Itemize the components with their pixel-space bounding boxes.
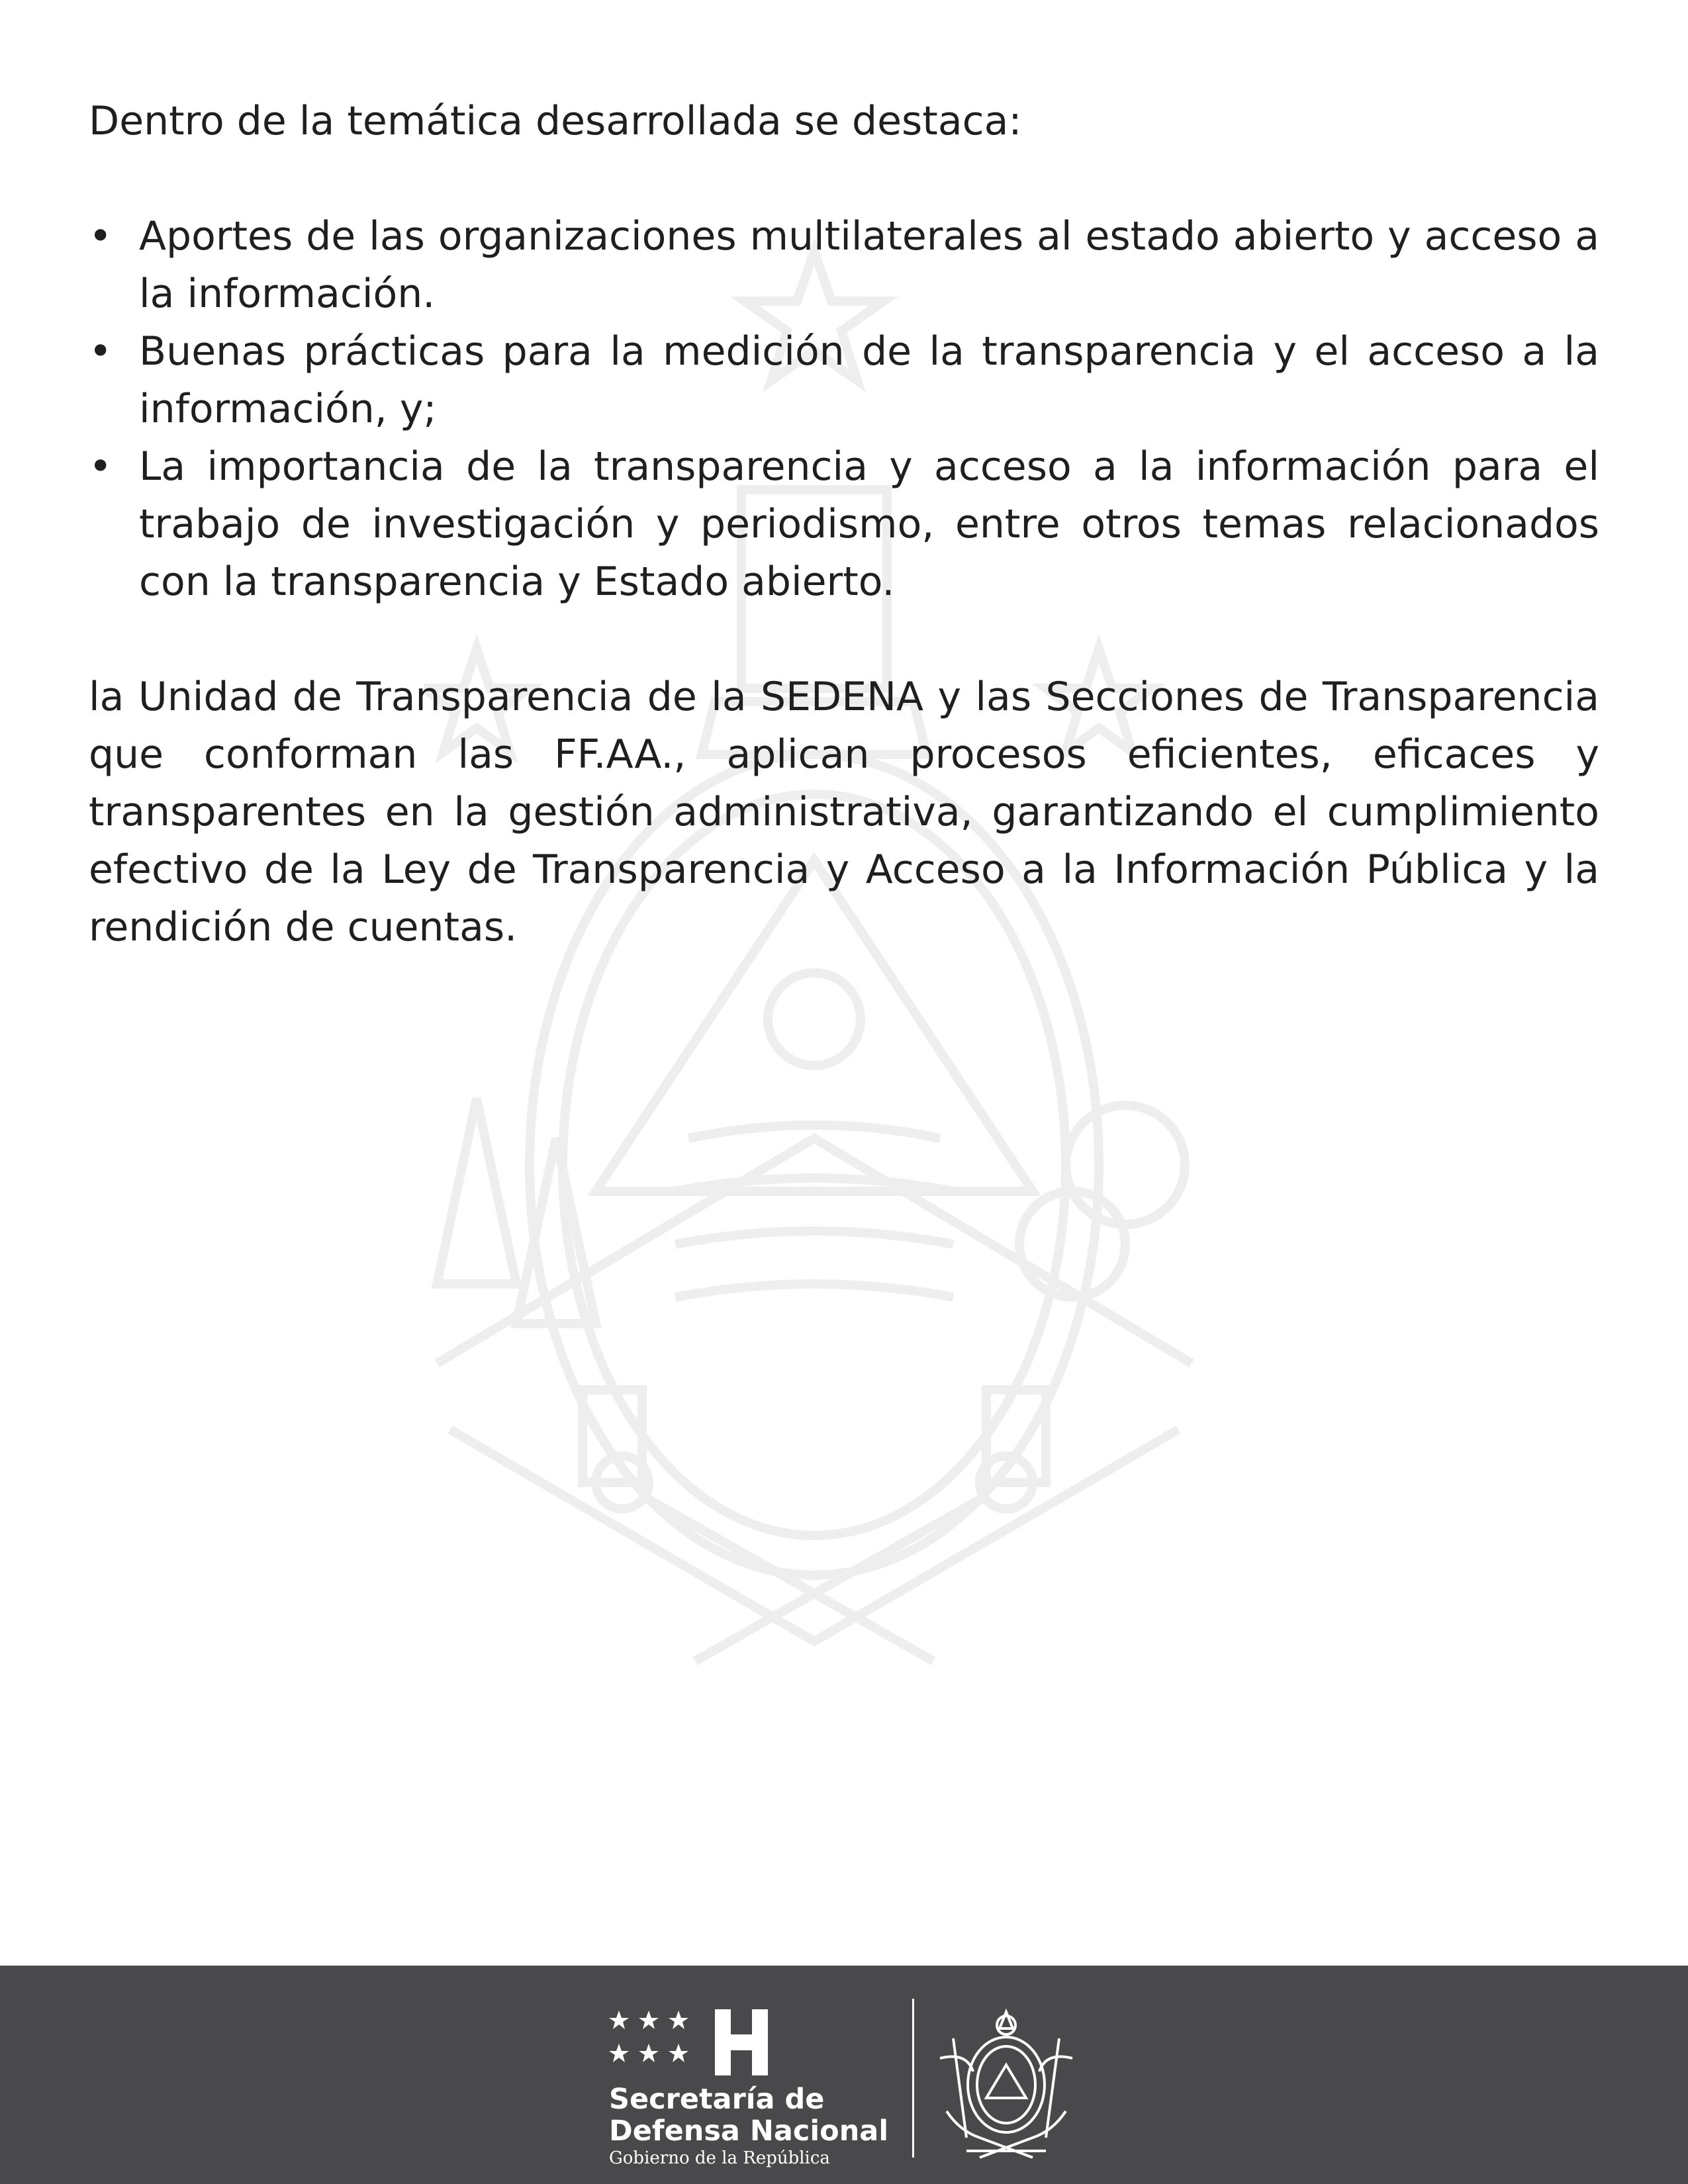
brand-name-line2: Defensa Nacional [609,2115,889,2148]
document-body [89,93,1599,956]
closing-paragraph: la Unidad de Transparencia de la SEDENA y las Secciones de Transparencia que conforman las FF.AA., aplican procesos eficientes, eficaces y transparentes en la gestión administrativa, garantizando el cumplimiento efectivo de la Ley de Transparencia y Acceso a la Información Pública y la rendición de cuentas. [89,674,1599,950]
list-item-text: Aportes de las organizaciones multilaterales al estado abierto y acceso a la información. [139,213,1599,317]
intro-paragraph: Dentro de la temática desarrollada se destaca: [89,98,1022,144]
brand-name-line1: Secretaría de [609,2083,825,2116]
bullet-icon: • [89,213,113,259]
bullet-icon: • [89,443,113,490]
footer-bar [0,1966,1688,2184]
topics-list [89,208,1599,611]
list-item [89,438,1599,611]
footer-divider [912,1999,914,2158]
list-item [89,208,1599,323]
brand-subtitle: Gobierno de la República [609,2148,830,2168]
sedena-logo [609,2009,914,2168]
list-item [89,323,1599,438]
bullet-icon: • [89,328,113,375]
h-letter-logo-icon [715,2009,768,2075]
list-item-text: Buenas prácticas para la medición de la transparencia y el acceso a la información, y; [139,328,1599,432]
list-item-text: La importancia de la transparencia y acceso a la información para el trabajo de investigación y periodismo, entre otros temas relacionados con la transparencia y Estado abierto. [139,443,1599,605]
stars-icon [609,2009,702,2082]
national-seal-icon [927,1999,1086,2164]
